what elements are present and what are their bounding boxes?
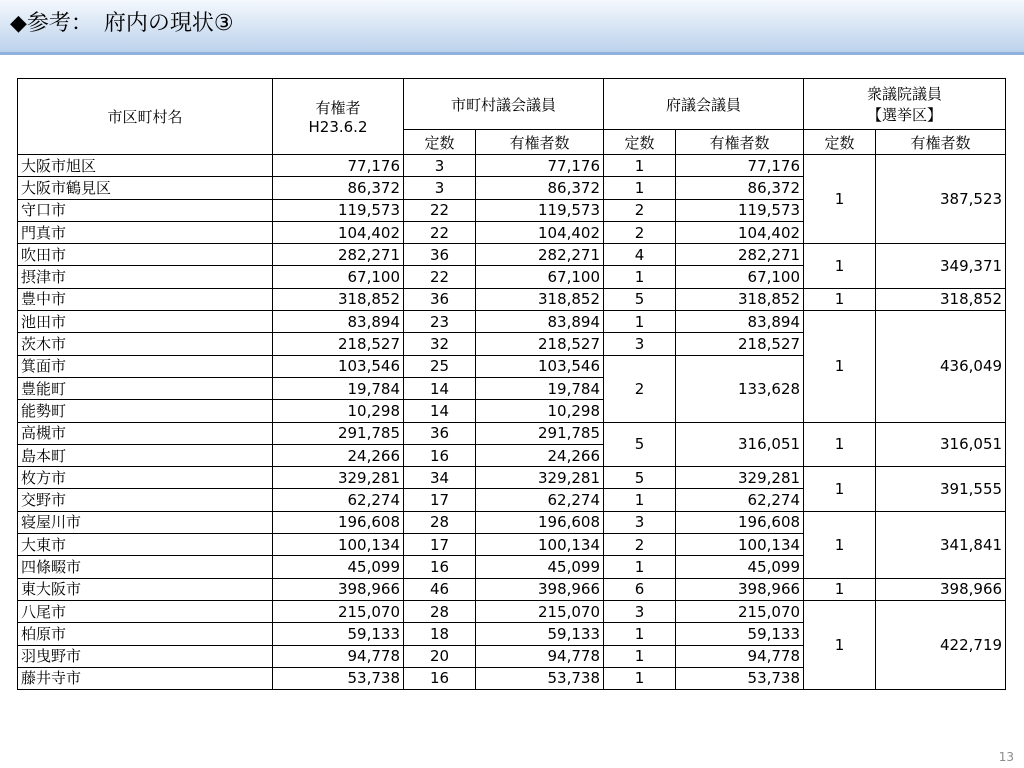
voter-count: 215,070	[273, 600, 404, 622]
prefectural-seats: 6	[604, 578, 676, 600]
municipal-seats: 36	[404, 422, 476, 444]
municipal-seats: 22	[404, 199, 476, 221]
municipal-seats: 32	[404, 333, 476, 355]
municipal-voters: 86,372	[476, 177, 604, 199]
header-house-voters: 有権者数	[876, 130, 1006, 155]
house-seats: 1	[804, 600, 876, 689]
prefectural-seats: 5	[604, 467, 676, 489]
prefectural-voters: 282,271	[676, 244, 804, 266]
prefectural-seats: 1	[604, 556, 676, 578]
house-seats: 1	[804, 311, 876, 422]
municipal-voters: 196,608	[476, 511, 604, 533]
header-house-district: 【選挙区】	[867, 106, 943, 124]
municipality-name: 豊中市	[18, 288, 273, 310]
voter-count: 100,134	[273, 534, 404, 556]
header-municipal-seats: 定数	[404, 130, 476, 155]
municipality-name: 池田市	[18, 311, 273, 333]
municipality-name: 門真市	[18, 221, 273, 243]
voter-count: 10,298	[273, 400, 404, 422]
house-seats: 1	[804, 244, 876, 289]
municipality-name: 守口市	[18, 199, 273, 221]
municipal-seats: 34	[404, 467, 476, 489]
voter-count: 24,266	[273, 444, 404, 466]
prefectural-voters: 94,778	[676, 645, 804, 667]
prefectural-voters: 215,070	[676, 600, 804, 622]
municipal-seats: 23	[404, 311, 476, 333]
prefectural-seats: 2	[604, 534, 676, 556]
voter-count: 67,100	[273, 266, 404, 288]
municipality-name: 吹田市	[18, 244, 273, 266]
voter-count: 83,894	[273, 311, 404, 333]
municipality-name: 東大阪市	[18, 578, 273, 600]
header-prefectural-voters: 有権者数	[676, 130, 804, 155]
table-row	[18, 467, 1006, 489]
voter-count: 53,738	[273, 667, 404, 689]
voter-count: 59,133	[273, 623, 404, 645]
header-house-of-representatives	[804, 79, 1006, 130]
municipality-name: 大阪市旭区	[18, 155, 273, 177]
house-voters: 398,966	[876, 578, 1006, 600]
municipal-voters: 19,784	[476, 377, 604, 399]
prefectural-seats: 2	[604, 221, 676, 243]
municipal-voters: 62,274	[476, 489, 604, 511]
table-row	[18, 244, 1006, 266]
prefectural-seats: 5	[604, 288, 676, 310]
prefectural-voters: 318,852	[676, 288, 804, 310]
municipal-voters: 24,266	[476, 444, 604, 466]
municipal-seats: 17	[404, 534, 476, 556]
header-voters-date: H23.6.2	[308, 118, 368, 136]
municipal-seats: 25	[404, 355, 476, 377]
prefectural-voters: 196,608	[676, 511, 804, 533]
prefectural-voters: 86,372	[676, 177, 804, 199]
house-voters: 341,841	[876, 511, 1006, 578]
municipal-voters: 398,966	[476, 578, 604, 600]
prefectural-voters: 62,274	[676, 489, 804, 511]
voter-count: 94,778	[273, 645, 404, 667]
municipal-voters: 83,894	[476, 311, 604, 333]
voter-count: 103,546	[273, 355, 404, 377]
prefectural-seats: 1	[604, 645, 676, 667]
header-municipal-assembly: 市町村議会議員	[404, 79, 604, 130]
house-voters: 422,719	[876, 600, 1006, 689]
voter-count: 218,527	[273, 333, 404, 355]
municipal-seats: 22	[404, 221, 476, 243]
header-voters	[273, 79, 404, 155]
municipal-seats: 14	[404, 377, 476, 399]
house-voters: 318,852	[876, 288, 1006, 310]
voter-count: 398,966	[273, 578, 404, 600]
house-seats: 1	[804, 578, 876, 600]
municipality-name: 茨木市	[18, 333, 273, 355]
voter-count: 282,271	[273, 244, 404, 266]
prefectural-seats: 2	[604, 199, 676, 221]
prefectural-seats: 3	[604, 511, 676, 533]
header-divider	[0, 52, 1024, 55]
prefectural-seats: 1	[604, 155, 676, 177]
municipal-seats: 3	[404, 177, 476, 199]
table-row	[18, 422, 1006, 444]
municipality-name: 四條畷市	[18, 556, 273, 578]
municipal-seats: 22	[404, 266, 476, 288]
house-voters: 391,555	[876, 467, 1006, 512]
voter-count: 104,402	[273, 221, 404, 243]
prefectural-voters: 53,738	[676, 667, 804, 689]
municipal-voters: 329,281	[476, 467, 604, 489]
table-row	[18, 578, 1006, 600]
municipal-voters: 215,070	[476, 600, 604, 622]
municipal-seats: 16	[404, 444, 476, 466]
table-row	[18, 511, 1006, 533]
header-house-label: 衆議院議員	[867, 85, 943, 103]
municipal-voters: 104,402	[476, 221, 604, 243]
municipal-seats: 46	[404, 578, 476, 600]
house-voters: 387,523	[876, 155, 1006, 244]
prefectural-voters: 45,099	[676, 556, 804, 578]
table-row	[18, 155, 1006, 177]
municipal-seats: 17	[404, 489, 476, 511]
municipality-name: 豊能町	[18, 377, 273, 399]
house-voters: 349,371	[876, 244, 1006, 289]
municipal-seats: 36	[404, 288, 476, 310]
prefectural-seats: 1	[604, 266, 676, 288]
voter-count: 77,176	[273, 155, 404, 177]
table-row	[18, 288, 1006, 310]
voter-count: 19,784	[273, 377, 404, 399]
prefectural-seats: 4	[604, 244, 676, 266]
municipal-voters: 53,738	[476, 667, 604, 689]
municipality-name: 大東市	[18, 534, 273, 556]
municipality-name: 箕面市	[18, 355, 273, 377]
municipal-voters: 218,527	[476, 333, 604, 355]
header-house-seats: 定数	[804, 130, 876, 155]
voter-count: 196,608	[273, 511, 404, 533]
municipality-name: 能勢町	[18, 400, 273, 422]
prefectural-voters: 100,134	[676, 534, 804, 556]
slide-header	[0, 0, 1024, 52]
municipal-seats: 20	[404, 645, 476, 667]
table-row	[18, 311, 1006, 333]
municipal-voters: 77,176	[476, 155, 604, 177]
municipal-seats: 28	[404, 511, 476, 533]
prefectural-seats: 5	[604, 422, 676, 467]
prefectural-voters: 67,100	[676, 266, 804, 288]
voter-count: 291,785	[273, 422, 404, 444]
house-seats: 1	[804, 155, 876, 244]
prefectural-voters: 133,628	[676, 355, 804, 422]
municipal-voters: 67,100	[476, 266, 604, 288]
prefectural-seats: 1	[604, 311, 676, 333]
prefectural-voters: 83,894	[676, 311, 804, 333]
prefectural-voters: 77,176	[676, 155, 804, 177]
municipal-voters: 59,133	[476, 623, 604, 645]
municipal-voters: 318,852	[476, 288, 604, 310]
municipal-seats: 16	[404, 556, 476, 578]
prefectural-seats: 1	[604, 177, 676, 199]
municipal-voters: 10,298	[476, 400, 604, 422]
prefectural-voters: 398,966	[676, 578, 804, 600]
header-prefectural-seats: 定数	[604, 130, 676, 155]
prefectural-seats: 2	[604, 355, 676, 422]
prefectural-voters: 59,133	[676, 623, 804, 645]
municipal-voters: 100,134	[476, 534, 604, 556]
municipal-seats: 28	[404, 600, 476, 622]
voter-count: 119,573	[273, 199, 404, 221]
municipal-seats: 3	[404, 155, 476, 177]
voter-count: 329,281	[273, 467, 404, 489]
prefectural-voters: 329,281	[676, 467, 804, 489]
voter-table	[17, 78, 1006, 690]
voter-count: 86,372	[273, 177, 404, 199]
house-seats: 1	[804, 511, 876, 578]
municipality-name: 寝屋川市	[18, 511, 273, 533]
municipality-name: 交野市	[18, 489, 273, 511]
municipality-name: 羽曳野市	[18, 645, 273, 667]
table-row	[18, 600, 1006, 622]
prefectural-voters: 218,527	[676, 333, 804, 355]
municipality-name: 摂津市	[18, 266, 273, 288]
municipality-name: 大阪市鶴見区	[18, 177, 273, 199]
house-seats: 1	[804, 422, 876, 467]
municipal-voters: 103,546	[476, 355, 604, 377]
municipal-seats: 16	[404, 667, 476, 689]
slide-title: ◆参考： 府内の現状③	[10, 11, 234, 36]
prefectural-voters: 316,051	[676, 422, 804, 467]
page-number: 13	[998, 750, 1014, 764]
municipal-voters: 94,778	[476, 645, 604, 667]
municipality-name: 高槻市	[18, 422, 273, 444]
header-municipal-voters: 有権者数	[476, 130, 604, 155]
prefectural-seats: 3	[604, 600, 676, 622]
house-voters: 436,049	[876, 311, 1006, 422]
municipal-voters: 45,099	[476, 556, 604, 578]
prefectural-seats: 1	[604, 623, 676, 645]
header-prefectural-assembly: 府議会議員	[604, 79, 804, 130]
municipality-name: 藤井寺市	[18, 667, 273, 689]
voter-count: 45,099	[273, 556, 404, 578]
header-municipality: 市区町村名	[18, 79, 273, 155]
municipality-name: 柏原市	[18, 623, 273, 645]
voter-count: 62,274	[273, 489, 404, 511]
prefectural-seats: 3	[604, 333, 676, 355]
prefectural-voters: 119,573	[676, 199, 804, 221]
voter-count: 318,852	[273, 288, 404, 310]
house-voters: 316,051	[876, 422, 1006, 467]
municipal-voters: 119,573	[476, 199, 604, 221]
house-seats: 1	[804, 288, 876, 310]
municipality-name: 島本町	[18, 444, 273, 466]
house-seats: 1	[804, 467, 876, 512]
prefectural-seats: 1	[604, 489, 676, 511]
prefectural-voters: 104,402	[676, 221, 804, 243]
municipality-name: 八尾市	[18, 600, 273, 622]
municipal-seats: 36	[404, 244, 476, 266]
municipal-voters: 282,271	[476, 244, 604, 266]
prefectural-seats: 1	[604, 667, 676, 689]
header-voters-label: 有権者	[315, 99, 361, 117]
municipal-voters: 291,785	[476, 422, 604, 444]
municipal-seats: 18	[404, 623, 476, 645]
municipality-name: 枚方市	[18, 467, 273, 489]
municipal-seats: 14	[404, 400, 476, 422]
